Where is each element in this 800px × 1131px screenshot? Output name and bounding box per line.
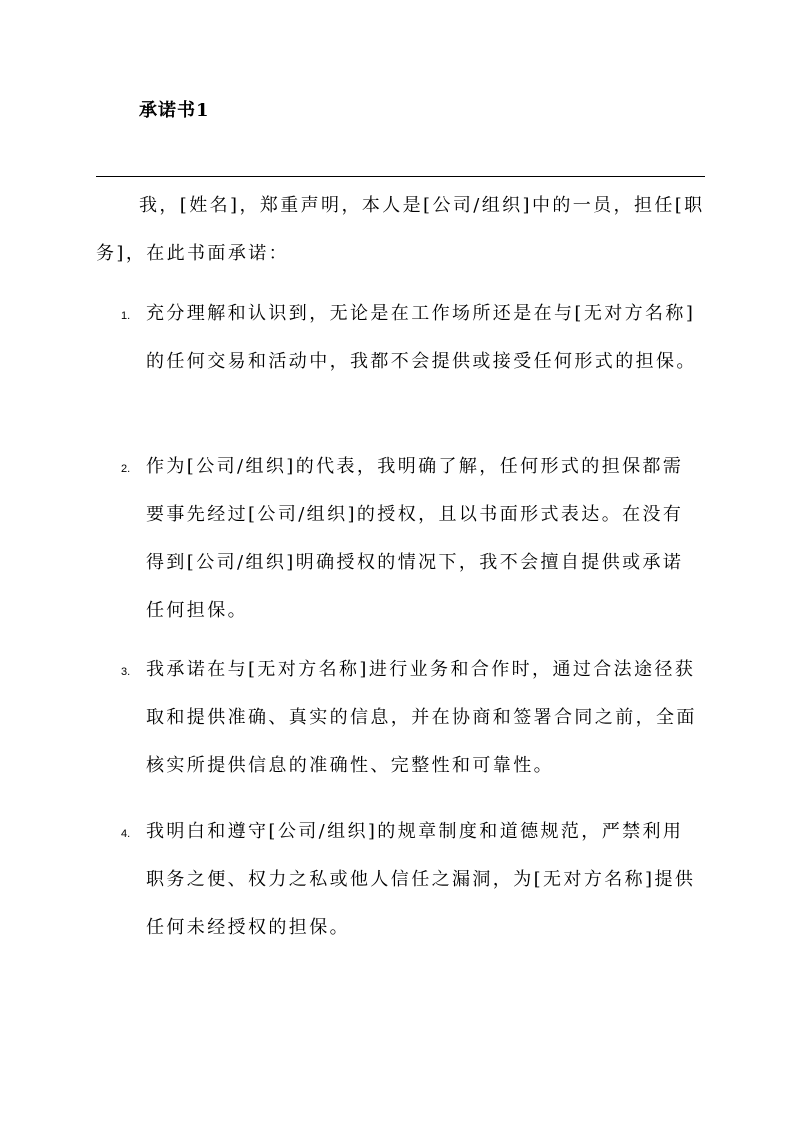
title-divider [96,176,705,177]
document-title: 承诺书1 [139,100,210,121]
list-item-number: 4. [121,828,131,840]
list-item-text: 我明白和遵守[公司/组织]的规章制度和道德规范，严禁利用职务之便、权力之私或他人信任之漏洞，为[无对方名称]提供任何未经授权的担保。 [146,821,696,938]
intro-paragraph: 我，[姓名]，郑重声明，本人是[公司/组织]中的一员，担任[职务]，在此书面承诺： [96,195,705,264]
list-item-number: 1. [121,310,131,322]
list-item-text: 我承诺在与[无对方名称]进行业务和合作时，通过合法途径获取和提供准确、真实的信息，并在协商和签署合同之前，全面核实所提供信息的准确性、完整性和可靠性。 [146,659,697,776]
list-item-number: 3. [121,666,131,678]
list-item-text: 作为[公司/组织]的代表，我明确了解，任何形式的担保都需要事先经过[公司/组织]的授权，且以书面形式表达。在没有得到[公司/组织]明确授权的情况下，我不会擅自提供或承诺任何担保。 [146,456,684,621]
list-item-number: 2. [121,463,131,475]
list-item-text: 充分理解和认识到，无论是在工作场所还是在与[无对方名称]的任何交易和活动中，我都不会提供或接受任何形式的担保。 [146,303,697,372]
